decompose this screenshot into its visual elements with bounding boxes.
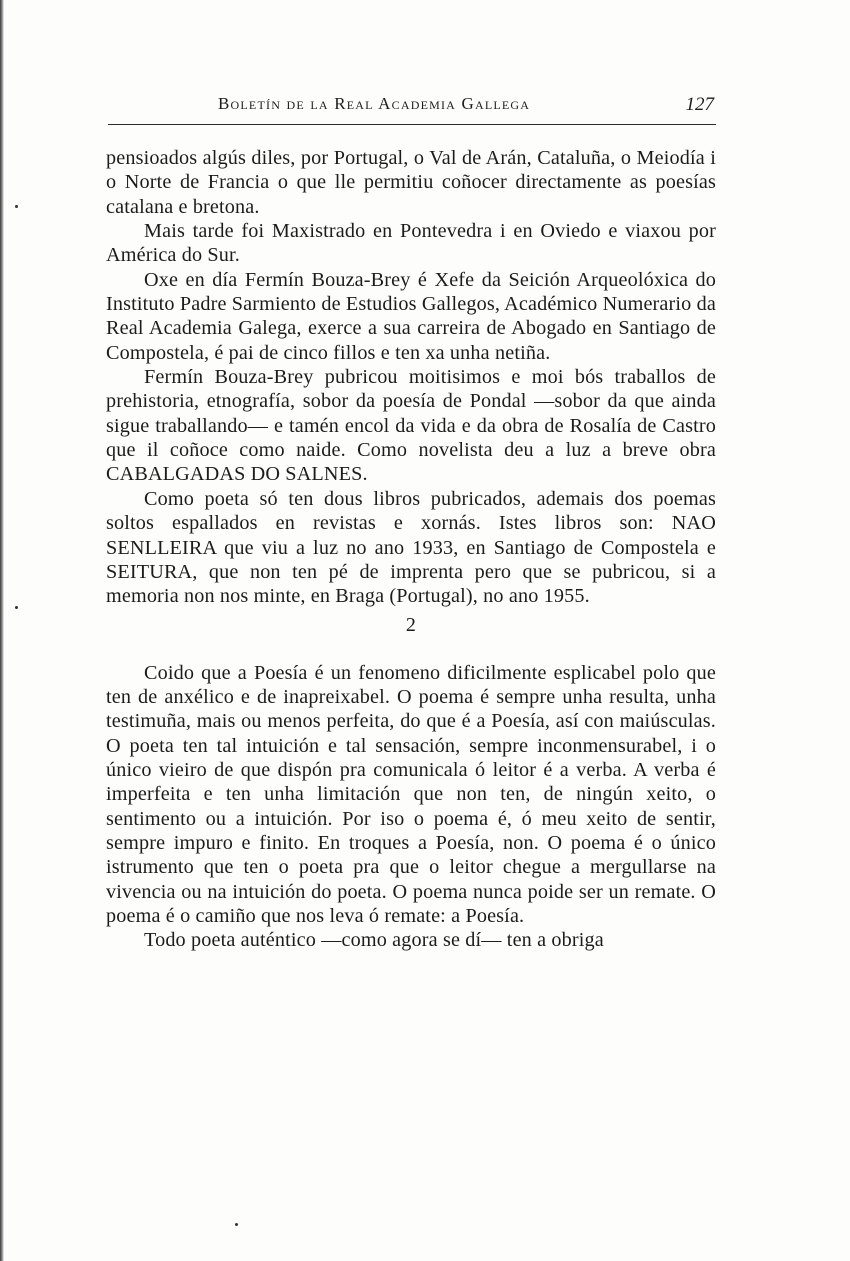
scan-speck xyxy=(235,1223,238,1226)
paragraph: Mais tarde foi Maxistrado en Pontevedra i en Oviedo e viaxou por América do Sur. xyxy=(106,220,716,267)
binding-edge xyxy=(0,0,4,1261)
paragraph: Todo poeta auténtico —como agora se dí— ten a obriga xyxy=(144,929,604,952)
paragraph-continued: pensioados algús diles, por Portugal, o Val de Arán, Cataluña, o Meiodía i o Norte de Francia o que lle permitiu coñocer directamente as poesías catalana e bretona. xyxy=(106,147,716,218)
scan-speck xyxy=(15,606,18,609)
body-text xyxy=(106,146,716,953)
paragraph: Fermín Bouza-Brey pubricou moitisimos e moi bós traballos de prehistoria, etnografía, sobor da poesía de Pondal —sobor da que ainda sigue traballando— e tamén encol da vida e da obra de Rosalía de Castro que il coñoce como naide. Como novelista deu a luz a breve obra CABALGADAS DO SALNES. xyxy=(106,366,716,486)
paragraph: Como poeta só ten dous libros pubricados, ademais dos poemas soltos espallados en revistas e xornás. Istes libros son: NAO SENLLEIRA que viu a luz no ano 1933, en Santiago de Compostela e SEITURA, que non ten pé de imprenta pero que se pubricou, si a memoria non nos minte, en Braga (Portugal), no ano 1955. xyxy=(106,487,716,608)
scan-speck xyxy=(15,205,18,208)
paragraph: Coido que a Poesía é un fenomeno dificilmente esplicabel polo que ten de anxélico e de inapreixabel. O poema é sempre unha resulta, unha testimuña, mais ou menos perfeita, do que é a Poesía, así con maiúsculas. O poeta ten tal intuición e tal sensación, sempre inconmensurabel, i o único vieiro de que dispón pra comunicala ó leitor é a verba. A verba é imperfeita e ten unha limitación que non ten, de ningún xeito, o sentimento ou a intuición. Por iso o poema é, ó meu xeito de sentir, sempre impuro e finito. En troques a Poesía, non. O poema é o único istrumento que ten o poeta pra que o leitor chegue a mergullarse na vivencia ou na intuición do poeta. O poema nunca poide ser un remate. O poema é o camiño que nos leva ó remate: a Poesía. xyxy=(106,661,716,927)
paragraph: Oxe en día Fermín Bouza-Brey é Xefe da Seición Arqueolóxica do Instituto Padre Sarmiento de Estudios Gallegos, Académico Numerario da Real Academia Galega, exerce a sua carreira de Abogado en Santiago de Compostela, é pai de cinco fillos e ten xa unha netiña. xyxy=(106,268,716,364)
page-number: 127 xyxy=(685,94,714,115)
page-header xyxy=(108,94,716,125)
running-head: Boletín de la Real Academia Gallega xyxy=(218,94,531,113)
section-number: 2 xyxy=(405,613,417,636)
